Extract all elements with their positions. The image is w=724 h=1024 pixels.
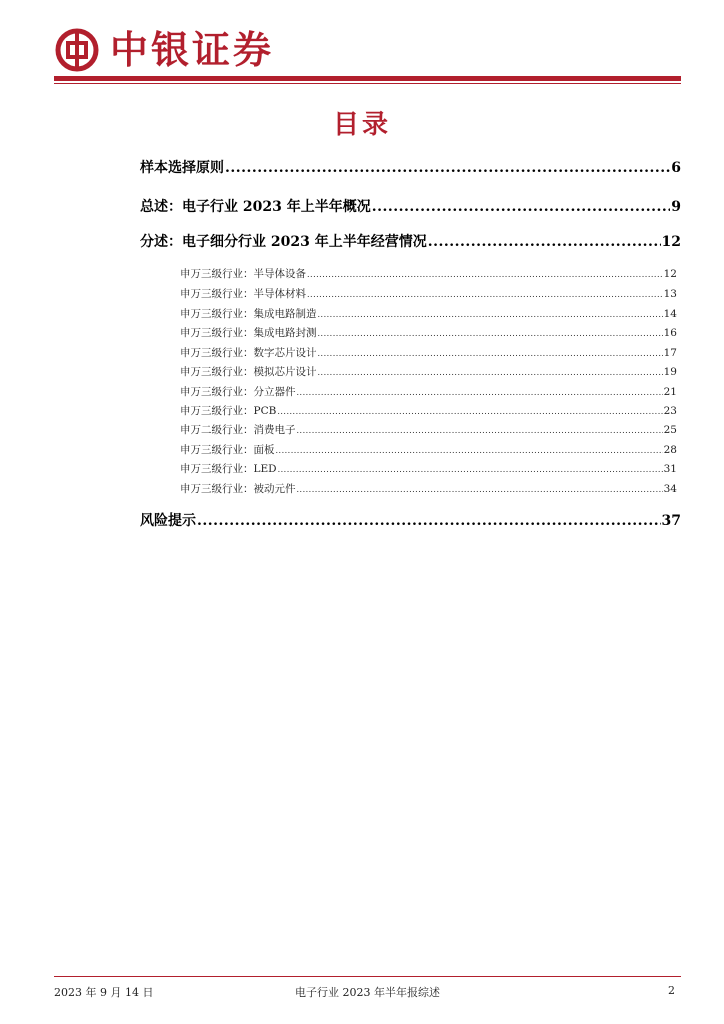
toc-title: 目录 — [332, 110, 391, 140]
toc-sub-entry-page: 19 — [663, 366, 677, 378]
toc-entry-label: 分述：电子细分行业 2023 年上半年经营情况 — [140, 234, 427, 250]
toc-sub-entry-page: 21 — [663, 386, 677, 398]
toc-sub-entry-page: 16 — [663, 327, 677, 339]
toc-sub-entry-page: 17 — [663, 347, 677, 359]
toc-entry-page: 37 — [661, 513, 681, 529]
toc-sub-entry[interactable] — [180, 266, 677, 281]
toc-sub-entry-page: 25 — [663, 424, 677, 436]
dot-leader — [428, 234, 661, 250]
toc-sub-entry-page: 12 — [663, 268, 677, 280]
brand-name: 中银证券 — [110, 27, 275, 72]
toc-sub-entry-label: 申万三级行业：模拟芯片设计 — [180, 366, 317, 378]
toc-sub-entry-label: 申万三级行业：半导体设备 — [180, 268, 306, 280]
footer-rule — [54, 976, 681, 977]
dot-leader — [307, 270, 663, 279]
toc-sub-entry-label: 申万三级行业：面板 — [180, 444, 275, 456]
dot-leader — [318, 368, 663, 377]
toc-sub-entry-page: 23 — [663, 405, 677, 417]
toc-sub-entry[interactable] — [180, 422, 677, 437]
toc-sub-entry[interactable] — [180, 442, 677, 457]
toc-sub-entry[interactable] — [180, 364, 677, 379]
dot-leader — [372, 199, 671, 215]
toc-sub-entry-label: 申万三级行业：集成电路制造 — [180, 308, 317, 320]
toc-sub-entry[interactable] — [180, 325, 677, 340]
toc-sub-entry-label: 申万三级行业：数字芯片设计 — [180, 347, 317, 359]
toc-sub-entry-label: 申万三级行业：被动元件 — [180, 483, 296, 495]
header-rule — [54, 76, 681, 81]
toc-sub-entry-page: 31 — [663, 463, 677, 475]
toc-sub-entry[interactable] — [180, 345, 677, 360]
header-rule-thin — [54, 83, 681, 84]
dot-leader — [307, 290, 663, 299]
dot-leader — [318, 310, 663, 319]
dot-leader — [197, 513, 661, 529]
footer-doc-title: 电子行业 2023 年半年报综述 — [295, 986, 440, 999]
toc-sub-entry[interactable] — [180, 384, 677, 399]
toc-entry[interactable] — [140, 231, 681, 251]
footer-page-number: 2 — [668, 984, 675, 997]
toc-sub-entry[interactable] — [180, 306, 677, 321]
toc-entry-label: 样本选择原则 — [140, 160, 224, 176]
toc-entry-label: 总述：电子行业 2023 年上半年概况 — [140, 199, 371, 215]
toc-entry-page: 9 — [671, 199, 681, 215]
toc-entry[interactable] — [140, 157, 681, 177]
dot-leader — [225, 160, 670, 176]
bank-of-china-logo-icon — [54, 27, 100, 73]
dot-leader — [297, 426, 663, 435]
dot-leader — [297, 388, 663, 397]
toc-entry-page: 6 — [671, 160, 681, 176]
toc-sub-entry-label: 申万三级行业：分立器件 — [180, 386, 296, 398]
toc-sub-entry-page: 13 — [663, 288, 677, 300]
toc-sub-entry-page: 28 — [663, 444, 677, 456]
toc-sub-entry[interactable] — [180, 403, 677, 418]
toc-entry[interactable] — [140, 196, 681, 216]
toc-sub-entry[interactable] — [180, 481, 677, 496]
toc-sub-entry-label: 申万三级行业：半导体材料 — [180, 288, 306, 300]
toc-entry-page: 12 — [661, 234, 681, 250]
toc-entry[interactable] — [140, 510, 681, 530]
header — [54, 26, 274, 74]
toc-sub-entry-page: 14 — [663, 308, 677, 320]
toc-entry-label: 风险提示 — [140, 513, 196, 529]
toc-sub-entry[interactable] — [180, 286, 677, 301]
dot-leader — [297, 485, 663, 494]
toc-sub-entry-page: 34 — [663, 483, 677, 495]
toc-sub-entry-label: 申万二级行业：消费电子 — [180, 424, 296, 436]
toc-sub-entry-label: 申万三级行业：PCB — [180, 405, 277, 417]
dot-leader — [276, 446, 663, 455]
toc-sub-entry-label: 申万三级行业：LED — [180, 463, 277, 475]
footer-date: 2023 年 9 月 14 日 — [54, 986, 154, 999]
dot-leader — [318, 329, 663, 338]
toc-sub-entry[interactable] — [180, 461, 677, 476]
toc-sub-entry-label: 申万三级行业：集成电路封测 — [180, 327, 317, 339]
dot-leader — [277, 407, 662, 416]
dot-leader — [278, 465, 663, 474]
dot-leader — [318, 349, 663, 358]
